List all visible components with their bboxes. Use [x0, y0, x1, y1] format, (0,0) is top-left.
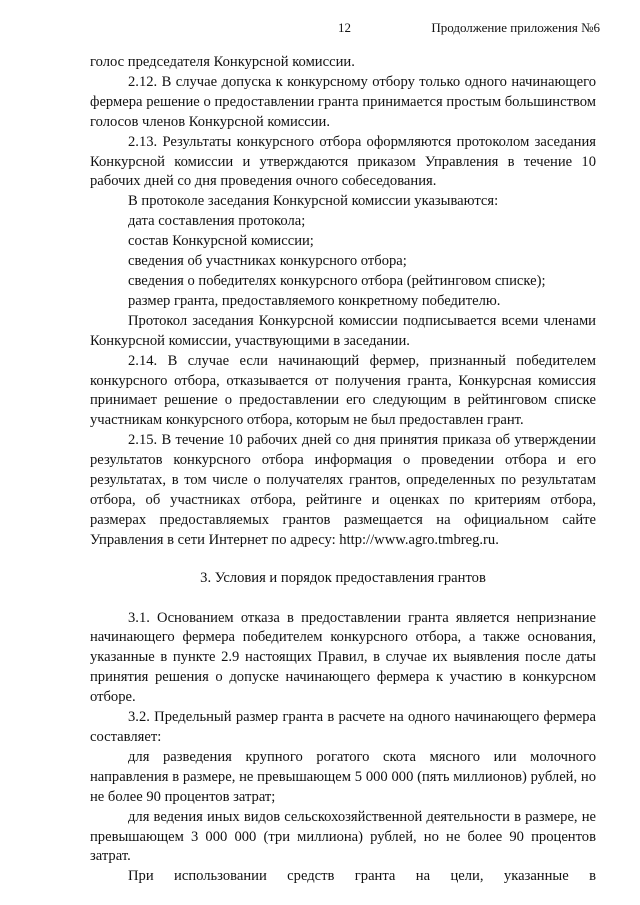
list-item: состав Конкурсной комиссии; [128, 233, 314, 250]
document-body [90, 53, 596, 887]
paragraph-protocol-signing: Протокол заседания Конкурсной комиссии подписывается всеми членами Конкурсной комиссии, участвующими в заседании. [90, 312, 596, 349]
list-item: сведения об участниках конкурсного отбора; [128, 253, 407, 270]
paragraph-grant-cattle: для разведения крупного рогатого скота мясного или молочного направления в размере, не превышающем 5 000 000 (пять миллионов) рублей, но не более 90 процентов затрат; [90, 748, 596, 805]
paragraph-3-1: 3.1. Основанием отказа в предоставлении гранта является непризнание начинающего фермера победителем конкурсного отбора, а также основания, указанные в пункте 2.9 настоящих Правил, в случае их выявления после даты принятия решения о допуске начинающего фермера к участию в конкурсном отборе. [90, 609, 596, 706]
paragraph-trailing: При использовании средств гранта на цели, указанные в [128, 868, 596, 885]
list-item: размер гранта, предоставляемого конкретному победителю. [128, 292, 501, 309]
paragraph-2-14: 2.14. В случае если начинающий фермер, признанный победителем конкурсного отбора, отказывается от получения гранта, Конкурсная комиссия принимает решение о предоставлении его следующим в рейтинговом списке участникам конкурсного отбора, которым не был предоставлен грант. [90, 352, 596, 429]
page-number: 12 [338, 20, 351, 35]
paragraph-2-15: 2.15. В течение 10 рабочих дней со дня принятия приказа об утверждении результатов конкурсного отбора информация о проведении отбора и его результатах, в том числе о получателях грантов, определенных по результатам отбора, об участниках отбора, рейтинге и оценках по критериям отбора, размерах предоставляемых грантов размещается на официальном сайте Управления в сети Интернет по адресу: http://www.agro.tmbreg.ru. [90, 432, 596, 548]
list-item: дата составления протокола; [128, 213, 306, 230]
paragraph-grant-other: для ведения иных видов сельскохозяйственной деятельности в размере, не превышающем 3 000 000 (три миллиона) рублей, но не более 90 процентов затрат. [90, 808, 596, 865]
list-intro: В протоколе заседания Конкурсной комиссии указываются: [128, 193, 499, 210]
paragraph-2-12: 2.12. В случае допуска к конкурсному отбору только одного начинающего фермера решение о предоставлении гранта принимается простым большинством голосов членов Конкурсной комиссии. [90, 73, 596, 130]
paragraph: голос председателя Конкурсной комиссии. [90, 54, 355, 70]
appendix-note: Продолжение приложения №6 [431, 20, 600, 35]
section-title: 3. Условия и порядок предоставления грантов [200, 569, 486, 586]
page-header [0, 20, 640, 44]
list-item: сведения о победителях конкурсного отбора (рейтинговом списке); [128, 272, 546, 289]
paragraph-3-2: 3.2. Предельный размер гранта в расчете на одного начинающего фермера составляет: [90, 709, 596, 745]
paragraph-2-13: 2.13. Результаты конкурсного отбора оформляются протоколом заседания Конкурсной комиссии и утверждаются приказом Управления в течение 10 рабочих дней со дня проведения очного собеседования. [90, 133, 596, 190]
